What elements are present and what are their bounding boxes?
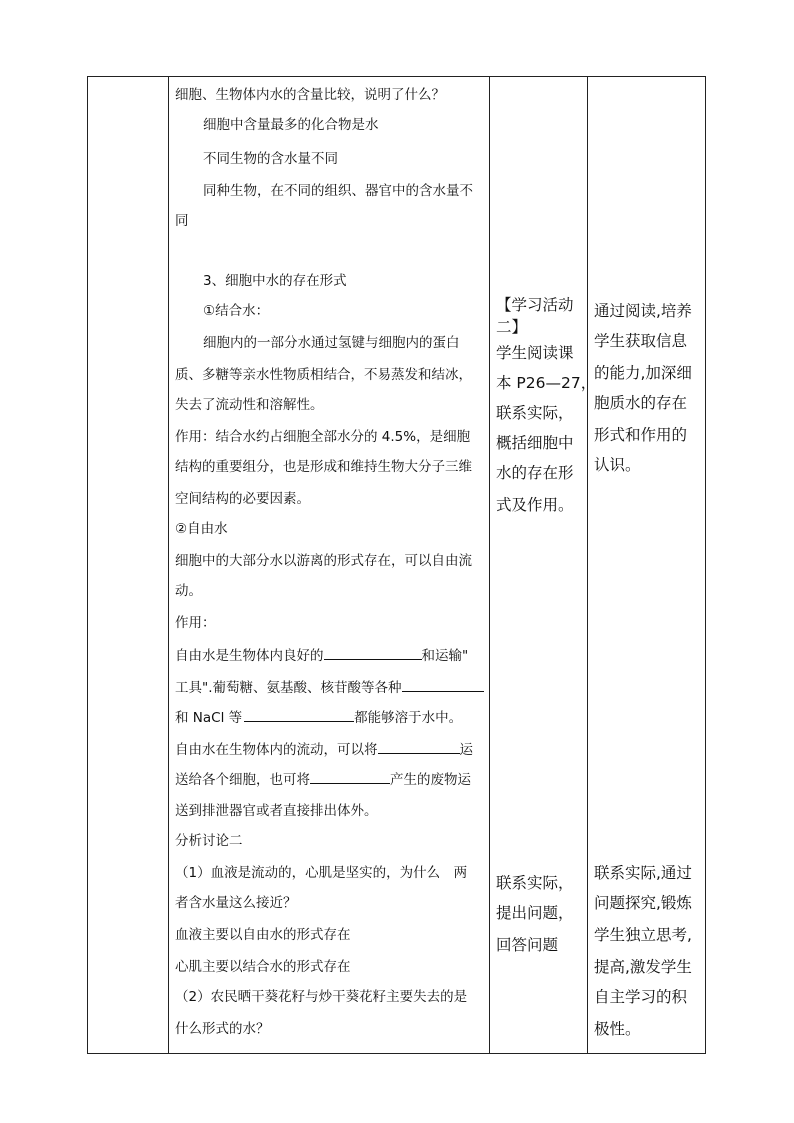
activity-line: 学生阅读课 <box>496 344 574 362</box>
intent-line: 的能力,加深细 <box>594 364 692 382</box>
intent-line: 形式和作用的 <box>594 426 688 444</box>
activity-line: 水的存在形 <box>496 464 574 482</box>
question-line: （1）血液是流动的，心肌是坚实的，为什么 两 <box>175 865 468 881</box>
subheading: ①结合水： <box>203 303 270 319</box>
section-heading: 3、细胞中水的存在形式 <box>203 273 347 289</box>
answer-blank[interactable] <box>378 739 460 754</box>
content-line: 质、多糖等亲水性物质相结合，不易蒸发和结冰， <box>175 367 472 383</box>
fill-in-line <box>175 707 462 728</box>
intent-line: 通过阅读,培养 <box>594 302 692 320</box>
content-line: 作用：结合水约占细胞全部水分的 4.5%，是细胞 <box>175 429 471 445</box>
intent-line: 问题探究,锻炼 <box>594 894 692 912</box>
content-line: 细胞、生物体内水的含量比较，说明了什么？ <box>175 87 445 103</box>
content-line: 作用： <box>175 615 216 631</box>
content-text: 自由水是生物体内良好的 <box>175 648 324 664</box>
question-line: 者含水量这么接近？ <box>175 895 297 911</box>
content-line: 动。 <box>175 583 202 599</box>
intent-line: 学生独立思考, <box>594 926 692 944</box>
stage-column <box>88 77 168 1053</box>
content-line: 同 <box>175 213 189 229</box>
content-text: 产生的废物运 <box>390 772 471 788</box>
intent-line: 极性。 <box>594 1020 641 1038</box>
activity-line: 本 P26—27， <box>496 374 597 392</box>
content-line: 同种生物，在不同的组织、器官中的含水量不 <box>203 183 473 199</box>
answer-line: 心肌主要以结合水的形式存在 <box>175 959 351 975</box>
answer-blank[interactable] <box>402 677 484 692</box>
activity-line: 【学习活动 <box>496 296 574 314</box>
content-text: 运 <box>459 742 473 758</box>
intent-line: 联系实际,通过 <box>594 864 692 882</box>
intent-column <box>588 77 706 1053</box>
fill-in-line <box>175 645 468 666</box>
content-line: 失去了流动性和溶解性。 <box>175 397 324 413</box>
content-line: 空间结构的必要因素。 <box>175 491 310 507</box>
content-text: 工具".葡萄糖、氨基酸、核苷酸等各种 <box>175 680 402 696</box>
answer-blank[interactable] <box>310 769 390 784</box>
question-line: 什么形式的水？ <box>175 1021 270 1037</box>
intent-line: 提高,激发学生 <box>594 958 692 976</box>
activity-line: 式及作用。 <box>496 496 574 514</box>
answer-blank[interactable] <box>324 645 422 660</box>
content-column <box>169 77 489 1053</box>
intent-line: 胞质水的存在 <box>594 394 688 412</box>
content-line: 结构的重要组分，也是形成和维持生物大分子三维 <box>175 459 472 475</box>
activity-line: 联系实际， <box>496 874 574 892</box>
activity-line: 提出问题， <box>496 904 574 922</box>
subheading: ②自由水 <box>175 521 228 537</box>
question-line: （2）农民晒干葵花籽与炒干葵花籽主要失去的是 <box>175 989 468 1005</box>
content-line: 细胞中的大部分水以游离的形式存在，可以自由流 <box>175 553 472 569</box>
content-line: 送到排泄器官或者直接排出体外。 <box>175 803 378 819</box>
answer-blank[interactable] <box>244 707 354 722</box>
activity-column <box>490 77 597 1053</box>
content-text: 和 NaCl 等 <box>175 710 243 726</box>
content-line: 细胞中含量最多的化合物是水 <box>203 117 379 133</box>
fill-in-line <box>175 677 484 698</box>
answer-line: 血液主要以自由水的形式存在 <box>175 927 351 943</box>
content-line: 不同生物的含水量不同 <box>203 151 338 167</box>
activity-line: 回答问题 <box>496 936 559 954</box>
content-text: 都能够溶于水中。 <box>354 710 463 726</box>
content-line: 细胞内的一部分水通过氢键与细胞内的蛋白 <box>203 335 460 351</box>
intent-line: 学生获取信息 <box>594 332 688 350</box>
intent-line: 自主学习的积 <box>594 988 688 1006</box>
intent-line: 认识。 <box>594 456 641 474</box>
activity-line: 概括细胞中 <box>496 434 574 452</box>
content-text: 和运输" <box>421 648 469 664</box>
lesson-table <box>87 76 706 1054</box>
activity-line: 二】 <box>496 318 528 336</box>
fill-in-line <box>175 739 473 760</box>
content-text: 送给各个细胞，也可将 <box>175 772 310 788</box>
activity-line: 联系实际， <box>496 404 574 422</box>
section-heading: 分析讨论二 <box>175 833 243 849</box>
content-text: 自由水在生物体内的流动，可以将 <box>175 742 378 758</box>
fill-in-line <box>175 769 471 790</box>
